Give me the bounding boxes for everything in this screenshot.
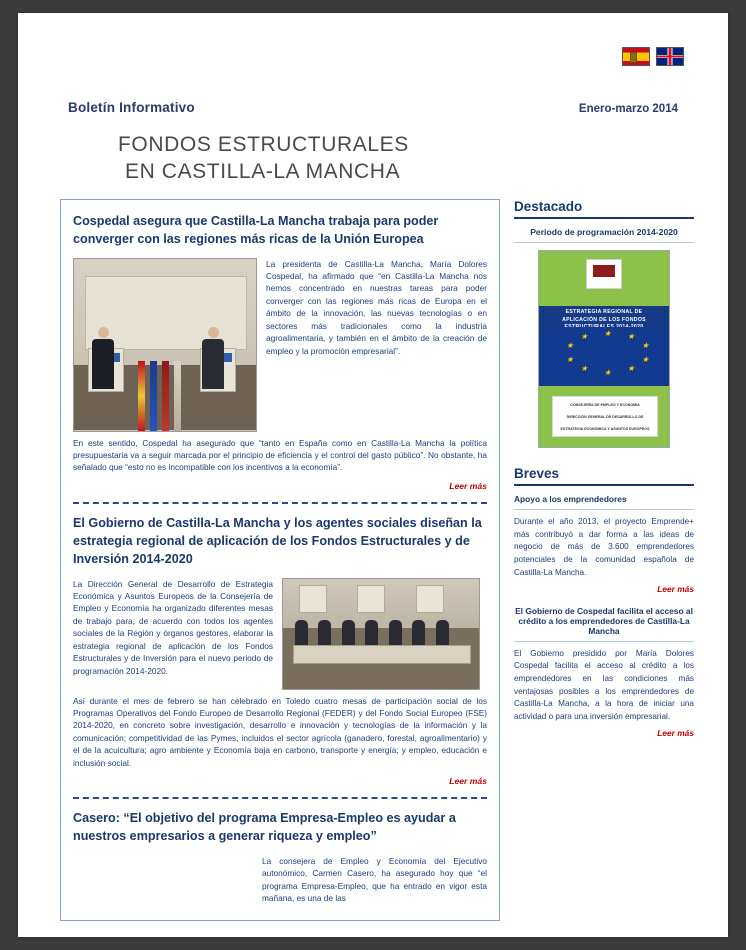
article-2-headline[interactable]: El Gobierno de Castilla-La Mancha y los agentes sociales diseñan la estrategia regional de aplicación de los Fondos Estructurales y de Inversión 2014-2020 bbox=[73, 515, 482, 567]
article-1-photo bbox=[73, 258, 257, 432]
article-2-text-top bbox=[73, 578, 273, 690]
cover-title-line-2: APLICACIÓN DE LOS FONDOS bbox=[562, 316, 646, 323]
photo-window-1 bbox=[299, 585, 327, 613]
spain-crest-icon bbox=[630, 52, 637, 63]
article-3-text bbox=[262, 855, 487, 915]
newsletter-page bbox=[18, 13, 728, 937]
brief-2-text: El Gobierno presidido por María Dolores Cospedal facilita el acceso al crédito a los emprendedores en las condiciones más ventajosas posibles a los emprendedores de Castilla-La Mancha, a la hora de iniciar una actividad o para una inversión empresarial. bbox=[514, 648, 694, 722]
article-1-read-more[interactable] bbox=[73, 481, 487, 491]
person-body bbox=[202, 339, 224, 389]
article-2-paragraph-2: Así durante el mes de febrero se han celebrado en Toledo cuatro mesas de participación social de los Programas Operativos del Fondo Europeo de Desarrollo Regional (FEDER) y del Fondo Social Europeo (FSE) 2014-2020, en concreto sobre investigación, desarrollo e innovación y tecnologías de la información y la comunicación; competitividad de las Pymes, incluidos el sector agrícola (ganadero, forestal, agroalimentario) y el de la acuicultura; agro ambiente y Economía baja en carbono, transporte y energía; y empleo, educación e inclusión social. bbox=[73, 695, 487, 768]
title-line-1: FONDOS ESTRUCTURALES bbox=[118, 133, 409, 156]
featured-title: Destacado bbox=[514, 199, 694, 219]
cover-footer-box bbox=[552, 396, 658, 437]
person-head bbox=[98, 327, 109, 338]
photo-window-2 bbox=[357, 585, 385, 613]
brief-2-heading[interactable]: El Gobierno de Cospedal facilita el acceso al crédito a los emprendedores de Castilla-La Mancha bbox=[514, 606, 694, 642]
photo-flag-4 bbox=[174, 361, 181, 431]
article-2-read-more[interactable] bbox=[73, 776, 487, 786]
briefs-title: Breves bbox=[514, 466, 694, 486]
article-2-paragraph-1: La Dirección General de Desarrollo de Estrategia Económica y Asuntos Europeos de la Consejería de Empleo y Economía ha organizado diferentes mesas de trabajo para, de acuerdo con todos los agentes sociales de la Región y órganos gestores, elaborar la estrategia regional de aplicación de los Fondos Estructurales y de Inversión para el nuevo periodo de programación 2014-2020. bbox=[73, 578, 273, 676]
article-3-paragraph-1: La consejera de Empleo y Economía del Ejecutivo autonómico, Carmen Casero, ha asegurado hoy que “el programa Empresa-Empleo, que ha entrado en vigor esta mañana, es una de las bbox=[262, 855, 487, 903]
brief-item-1 bbox=[514, 494, 694, 594]
photo-flag-3 bbox=[162, 361, 169, 431]
photo-table bbox=[293, 645, 471, 665]
photo-flag-2 bbox=[150, 361, 157, 431]
article-3-body bbox=[73, 855, 487, 915]
issue-date: Enero-marzo 2014 bbox=[578, 103, 678, 115]
read-more-label[interactable]: Leer más bbox=[657, 727, 694, 738]
photo-flag-1 bbox=[138, 361, 145, 431]
eu-stars-icon: ★ ★ ★ ★ ★ ★ ★ ★ ★ ★ bbox=[566, 328, 649, 377]
cover-title-line-1: ESTRATEGIA REGIONAL DE bbox=[565, 308, 643, 315]
divider-1 bbox=[73, 502, 487, 504]
header-bar bbox=[68, 100, 678, 115]
page-title bbox=[118, 131, 678, 186]
bulletin-label: Boletín Informativo bbox=[68, 100, 195, 115]
flag-spain-icon[interactable] bbox=[622, 47, 650, 66]
person-body bbox=[92, 339, 114, 389]
featured-subtitle: Periodo de programación 2014-2020 bbox=[514, 227, 694, 243]
page-inner bbox=[48, 33, 698, 923]
regional-logo-icon bbox=[586, 259, 622, 289]
photo-window-3 bbox=[416, 585, 444, 613]
read-more-label[interactable]: Leer más bbox=[657, 583, 694, 594]
brief-item-2 bbox=[514, 606, 694, 738]
brief-2-read-more[interactable] bbox=[514, 728, 694, 738]
sidebar-column bbox=[514, 199, 694, 750]
article-3 bbox=[73, 809, 487, 915]
read-more-label[interactable]: Leer más bbox=[449, 480, 487, 491]
language-flags bbox=[622, 47, 684, 66]
article-2-text-bottom bbox=[73, 695, 487, 770]
article-2-body bbox=[73, 578, 487, 690]
article-1-body bbox=[73, 258, 487, 432]
read-more-label[interactable]: Leer más bbox=[449, 776, 487, 787]
article-2 bbox=[73, 514, 487, 786]
article-1-text-top bbox=[266, 258, 487, 432]
main-articles-column bbox=[60, 199, 500, 921]
cover-footer-line-1: CONSEJERÍA DE EMPLEO Y ECONOMÍA bbox=[570, 403, 640, 408]
sidebar-spacer bbox=[514, 448, 694, 466]
article-3-headline[interactable]: Casero: “El objetivo del programa Empresa-Empleo es ayudar a nuestros empresarios a generar riqueza y empleo” bbox=[73, 811, 456, 844]
person-head bbox=[208, 327, 219, 338]
article-1-paragraph-2: En este sentido, Cospedal ha asegurado que “tanto en España como en Castilla-La Mancha la política presupuestaria va a seguir marcada por el principio de eficiencia y el control del gasto público”. No obstante, ha señalado que “esto no es incompatible con los incentivos a la economía”. bbox=[73, 437, 487, 473]
article-1-paragraph-1: La presidenta de Castilla-La Mancha, María Dolores Cospedal, ha afirmado que “en Castilla-La Mancha nos hemos concentrado en nuestras tareas para poder converger con las regiones más ricas de Europa en el ámbito de la innovación, las nuevas tecnologías o en sectores más tradicionales como la industria agroalimentaria, y también en el ámbito de la creación de empleo y la promoción empresarial”. bbox=[266, 258, 487, 356]
brief-1-read-more[interactable] bbox=[514, 584, 694, 594]
article-3-photo-placeholder bbox=[73, 855, 253, 915]
article-2-photo bbox=[282, 578, 480, 690]
article-1-text-bottom bbox=[73, 437, 487, 474]
article-1-headline[interactable]: Cospedal asegura que Castilla-La Mancha trabaja para poder converger con las regiones más ricas de la Unión Europea bbox=[73, 214, 439, 247]
brief-1-text: Durante el año 2013, el proyecto Emprende+ más contribuyó a dar forma a las ideas de negocio de más de 3.600 emprendedores potenciales de la comunidad española de Castilla-La Mancha. bbox=[514, 517, 694, 577]
article-1 bbox=[73, 212, 487, 491]
cover-footer-line-2: DIRECCIÓN GENERAL DE DESARROLLO DE bbox=[566, 414, 644, 419]
cover-title-band bbox=[539, 306, 669, 328]
brief-1-heading[interactable]: Apoyo a los emprendedores bbox=[514, 494, 694, 510]
cover-footer-line-3: ESTRATEGIA ECONÓMICA Y ASUNTOS EUROPEOS bbox=[560, 426, 650, 431]
title-line-2: EN CASTILLA-LA MANCHA bbox=[125, 160, 401, 184]
flag-uk-icon[interactable] bbox=[656, 47, 684, 66]
featured-cover-image[interactable] bbox=[538, 250, 670, 448]
divider-2 bbox=[73, 797, 487, 799]
photo-person-left bbox=[92, 327, 114, 389]
photo-person-right bbox=[202, 327, 224, 389]
